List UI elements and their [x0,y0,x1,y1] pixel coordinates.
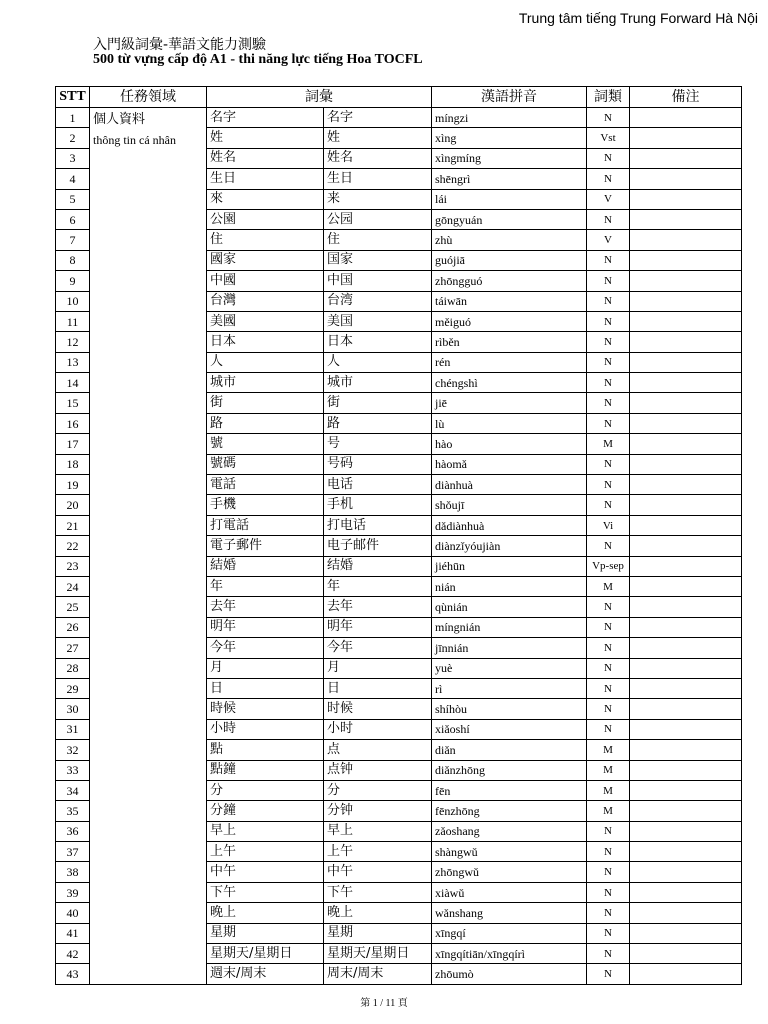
notes-cell [630,209,742,229]
notes-cell [630,780,742,800]
simplified-word: 时候 [324,699,432,719]
simplified-word: 名字 [324,108,432,128]
simplified-word: 路 [324,413,432,433]
notes-cell [630,923,742,943]
row-number: 25 [56,597,90,617]
row-number: 28 [56,658,90,678]
simplified-word: 来 [324,189,432,209]
notes-cell [630,903,742,923]
word-class: N [587,311,630,331]
notes-cell [630,597,742,617]
pinyin: shàngwǔ [432,842,587,862]
simplified-word: 公园 [324,209,432,229]
word-class: M [587,576,630,596]
word-class: M [587,801,630,821]
row-number: 9 [56,271,90,291]
traditional-word: 姓名 [207,148,324,168]
pinyin: xīngqí [432,923,587,943]
row-number: 15 [56,393,90,413]
traditional-word: 下午 [207,882,324,902]
word-class: N [587,393,630,413]
notes-cell [630,413,742,433]
row-number: 24 [56,576,90,596]
pinyin: diànzǐyóujiàn [432,536,587,556]
traditional-word: 電子郵件 [207,536,324,556]
table-body [56,108,742,985]
simplified-word: 点钟 [324,760,432,780]
traditional-word: 城市 [207,373,324,393]
word-class: N [587,536,630,556]
notes-cell [630,862,742,882]
pinyin: zǎoshang [432,821,587,841]
simplified-word: 国家 [324,250,432,270]
word-class: N [587,617,630,637]
simplified-word: 号码 [324,454,432,474]
notes-cell [630,434,742,454]
notes-cell [630,311,742,331]
row-number: 12 [56,332,90,352]
traditional-word: 日 [207,678,324,698]
row-number: 23 [56,556,90,576]
notes-cell [630,169,742,189]
simplified-word: 早上 [324,821,432,841]
simplified-word: 星期 [324,923,432,943]
simplified-word: 中午 [324,862,432,882]
row-number: 21 [56,515,90,535]
traditional-word: 路 [207,413,324,433]
notes-cell [630,882,742,902]
traditional-word: 時候 [207,699,324,719]
header-vocab: 詞彙 [207,87,432,108]
row-number: 26 [56,617,90,637]
simplified-word: 点 [324,740,432,760]
simplified-word: 电话 [324,475,432,495]
word-class: N [587,842,630,862]
simplified-word: 月 [324,658,432,678]
notes-cell [630,576,742,596]
traditional-word: 打電話 [207,515,324,535]
page-number: 第 1 / 11 頁 [360,998,408,1009]
notes-cell [630,719,742,739]
traditional-word: 名字 [207,108,324,128]
row-number: 41 [56,923,90,943]
row-number: 17 [56,434,90,454]
word-class: V [587,230,630,250]
traditional-word: 來 [207,189,324,209]
word-class: N [587,678,630,698]
pinyin: xìng [432,128,587,148]
row-number: 27 [56,638,90,658]
simplified-word: 上午 [324,842,432,862]
row-number: 6 [56,209,90,229]
notes-cell [630,128,742,148]
traditional-word: 美國 [207,311,324,331]
pinyin: zhōumò [432,964,587,984]
notes-cell [630,556,742,576]
row-number: 32 [56,740,90,760]
pinyin: nián [432,576,587,596]
notes-cell [630,740,742,760]
word-class: N [587,821,630,841]
pinyin: gōngyuán [432,209,587,229]
row-number: 38 [56,862,90,882]
simplified-word: 美国 [324,311,432,331]
word-class: N [587,475,630,495]
word-class: N [587,862,630,882]
domain-label-vietnamese: thông tin cá nhân [93,133,176,147]
notes-cell [630,291,742,311]
traditional-word: 月 [207,658,324,678]
pinyin: zhù [432,230,587,250]
word-class: N [587,882,630,902]
row-number: 39 [56,882,90,902]
word-class: Vst [587,128,630,148]
traditional-word: 今年 [207,638,324,658]
row-number: 3 [56,148,90,168]
word-class: N [587,658,630,678]
simplified-word: 手机 [324,495,432,515]
row-number: 35 [56,801,90,821]
pinyin: shíhòu [432,699,587,719]
pinyin: jiéhūn [432,556,587,576]
simplified-word: 姓名 [324,148,432,168]
pinyin: hàomǎ [432,454,587,474]
simplified-word: 街 [324,393,432,413]
traditional-word: 公園 [207,209,324,229]
pinyin: jīnnián [432,638,587,658]
pinyin: fēn [432,780,587,800]
notes-cell [630,699,742,719]
traditional-word: 小時 [207,719,324,739]
pinyin: táiwān [432,291,587,311]
notes-cell [630,638,742,658]
pinyin: xiǎoshí [432,719,587,739]
traditional-word: 分 [207,780,324,800]
notes-cell [630,332,742,352]
simplified-word: 姓 [324,128,432,148]
pinyin: wǎnshang [432,903,587,923]
traditional-word: 年 [207,576,324,596]
traditional-word: 國家 [207,250,324,270]
pinyin: rén [432,352,587,372]
word-class: N [587,291,630,311]
word-class: V [587,189,630,209]
word-class: N [587,352,630,372]
pinyin: zhōngwǔ [432,862,587,882]
traditional-word: 明年 [207,617,324,637]
notes-cell [630,678,742,698]
pinyin: yuè [432,658,587,678]
pinyin: měiguó [432,311,587,331]
notes-cell [630,617,742,637]
pinyin: diànhuà [432,475,587,495]
row-number: 16 [56,413,90,433]
row-number: 7 [56,230,90,250]
traditional-word: 晚上 [207,903,324,923]
word-class: N [587,373,630,393]
pinyin: hào [432,434,587,454]
row-number: 42 [56,944,90,964]
pinyin: rì [432,678,587,698]
row-number: 8 [56,250,90,270]
word-class: N [587,638,630,658]
notes-cell [630,250,742,270]
row-number: 2 [56,128,90,148]
document-title-chinese: 入門級詞彙-華語文能力測驗 [93,37,267,53]
row-number: 33 [56,760,90,780]
simplified-word: 中国 [324,271,432,291]
simplified-word: 城市 [324,373,432,393]
word-class: Vp-sep [587,556,630,576]
notes-cell [630,495,742,515]
row-number: 5 [56,189,90,209]
row-number: 4 [56,169,90,189]
row-number: 18 [56,454,90,474]
row-number: 43 [56,964,90,984]
pinyin: fēnzhōng [432,801,587,821]
word-class: M [587,780,630,800]
simplified-word: 生日 [324,169,432,189]
notes-cell [630,536,742,556]
row-number: 19 [56,475,90,495]
word-class: Vi [587,515,630,535]
simplified-word: 号 [324,434,432,454]
header-domain: 任務領域 [90,87,207,108]
notes-cell [630,801,742,821]
notes-cell [630,148,742,168]
traditional-word: 上午 [207,842,324,862]
traditional-word: 分鐘 [207,801,324,821]
traditional-word: 星期 [207,923,324,943]
simplified-word: 小时 [324,719,432,739]
traditional-word: 中國 [207,271,324,291]
simplified-word: 分钟 [324,801,432,821]
notes-cell [630,373,742,393]
header-notes: 備注 [630,87,742,108]
traditional-word: 點鐘 [207,760,324,780]
notes-cell [630,964,742,984]
traditional-word: 早上 [207,821,324,841]
pinyin: diǎnzhōng [432,760,587,780]
header-pinyin: 漢語拼音 [432,87,587,108]
word-class: M [587,740,630,760]
row-number: 40 [56,903,90,923]
notes-cell [630,271,742,291]
notes-cell [630,108,742,128]
pinyin: lái [432,189,587,209]
domain-cell [90,108,207,985]
simplified-word: 去年 [324,597,432,617]
row-number: 36 [56,821,90,841]
pinyin: zhōngguó [432,271,587,291]
word-class: N [587,250,630,270]
traditional-word: 號碼 [207,454,324,474]
simplified-word: 分 [324,780,432,800]
pinyin: xīngqítiān/xīngqírì [432,944,587,964]
table-row [56,108,742,128]
traditional-word: 星期天/星期日 [207,944,324,964]
table-header-row [56,87,742,108]
pinyin: míngzi [432,108,587,128]
notes-cell [630,944,742,964]
row-number: 31 [56,719,90,739]
pinyin: rìběn [432,332,587,352]
notes-cell [630,821,742,841]
pinyin: chéngshì [432,373,587,393]
row-number: 13 [56,352,90,372]
row-number: 11 [56,311,90,331]
document-title-vietnamese: 500 từ vựng cấp độ A1 - thi năng lực tiếng Hoa TOCFL [93,52,423,67]
traditional-word: 去年 [207,597,324,617]
pinyin: xìngmíng [432,148,587,168]
notes-cell [630,454,742,474]
traditional-word: 電話 [207,475,324,495]
row-number: 30 [56,699,90,719]
row-number: 14 [56,373,90,393]
word-class: N [587,597,630,617]
simplified-word: 年 [324,576,432,596]
simplified-word: 人 [324,352,432,372]
center-name: Trung tâm tiếng Trung Forward Hà Nội [518,10,758,26]
word-class: N [587,923,630,943]
notes-cell [630,475,742,495]
word-class: N [587,169,630,189]
pinyin: guójiā [432,250,587,270]
word-class: N [587,495,630,515]
row-number: 34 [56,780,90,800]
traditional-word: 點 [207,740,324,760]
row-number: 10 [56,291,90,311]
word-class: N [587,413,630,433]
word-class: N [587,719,630,739]
simplified-word: 住 [324,230,432,250]
traditional-word: 人 [207,352,324,372]
word-class: N [587,209,630,229]
traditional-word: 台灣 [207,291,324,311]
pinyin: shēngrì [432,169,587,189]
header-stt: STT [56,87,90,108]
pinyin: shǒujī [432,495,587,515]
word-class: N [587,332,630,352]
pinyin: jiē [432,393,587,413]
pinyin: xiàwǔ [432,882,587,902]
word-class: N [587,964,630,984]
traditional-word: 姓 [207,128,324,148]
traditional-word: 週末/周末 [207,964,324,984]
notes-cell [630,515,742,535]
word-class: M [587,760,630,780]
traditional-word: 街 [207,393,324,413]
simplified-word: 台湾 [324,291,432,311]
simplified-word: 结婚 [324,556,432,576]
simplified-word: 今年 [324,638,432,658]
notes-cell [630,352,742,372]
word-class: M [587,434,630,454]
domain-label-chinese: 個人資料 [93,112,146,127]
row-number: 1 [56,108,90,128]
simplified-word: 明年 [324,617,432,637]
traditional-word: 中午 [207,862,324,882]
simplified-word: 下午 [324,882,432,902]
traditional-word: 住 [207,230,324,250]
simplified-word: 周末/周末 [324,964,432,984]
traditional-word: 手機 [207,495,324,515]
simplified-word: 打电话 [324,515,432,535]
notes-cell [630,842,742,862]
simplified-word: 日本 [324,332,432,352]
word-class: N [587,271,630,291]
word-class: N [587,454,630,474]
word-class: N [587,148,630,168]
simplified-word: 电子邮件 [324,536,432,556]
pinyin: qùnián [432,597,587,617]
notes-cell [630,658,742,678]
simplified-word: 星期天/星期日 [324,944,432,964]
simplified-word: 日 [324,678,432,698]
row-number: 22 [56,536,90,556]
word-class: N [587,903,630,923]
word-class: N [587,944,630,964]
traditional-word: 生日 [207,169,324,189]
simplified-word: 晚上 [324,903,432,923]
row-number: 20 [56,495,90,515]
notes-cell [630,760,742,780]
traditional-word: 日本 [207,332,324,352]
vocabulary-table [55,86,742,985]
pinyin: míngnián [432,617,587,637]
traditional-word: 號 [207,434,324,454]
row-number: 29 [56,678,90,698]
notes-cell [630,393,742,413]
notes-cell [630,189,742,209]
row-number: 37 [56,842,90,862]
traditional-word: 結婚 [207,556,324,576]
notes-cell [630,230,742,250]
pinyin: dǎdiànhuà [432,515,587,535]
word-class: N [587,699,630,719]
pinyin: lù [432,413,587,433]
header-class: 詞類 [587,87,630,108]
word-class: N [587,108,630,128]
pinyin: diǎn [432,740,587,760]
